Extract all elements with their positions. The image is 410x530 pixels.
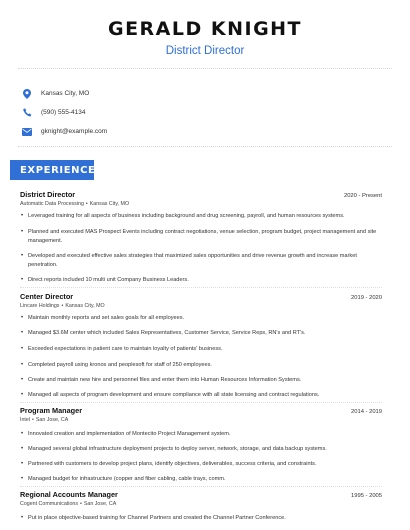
job-company-line: Cogent Communications • San Jose, CA	[20, 501, 117, 507]
job-company-line: Automatic Data Processing • Kansas City, MO	[20, 201, 130, 207]
job-entry	[20, 190, 382, 207]
job-location: San Jose, CA	[35, 417, 69, 423]
job-entry	[20, 292, 382, 309]
job-company-line: Lincare Holdings • Kansas City, MO	[20, 303, 105, 309]
email-text[interactable]: gknight@example.com	[41, 128, 108, 135]
job-title: Regional Accounts Manager	[20, 490, 118, 499]
job-bullet: • Maintain monthly reports and set sales goals for all employees.	[28, 314, 380, 323]
job-title: Program Manager	[20, 406, 83, 415]
job-dates: 1995 - 2005	[351, 493, 382, 499]
candidate-title: District Director	[165, 45, 245, 57]
job-bullet: • Leveraged training for all aspects of business including background and drug screening, payroll, and human resources systems.	[28, 212, 380, 221]
job-bullet: • Put in place objective-based training for Channel Partners and created the Channel Partner Conference.	[28, 514, 380, 523]
job-bullet: • Developed and executed effective sales strategies that maximized sales opportunities and drive revenue growth and increase market penetration.	[28, 252, 380, 270]
job-location: San Jose, CA	[83, 501, 117, 507]
job-entry	[20, 490, 382, 507]
experience-section-heading: EXPERIENCE	[10, 160, 94, 180]
job-title: Center Director	[20, 292, 74, 301]
header-divider	[18, 68, 392, 69]
location-pin-icon	[22, 89, 32, 99]
contact-email	[22, 122, 382, 141]
job-bullet: • Create and maintain new hire and personnel files and enter them into Human Resources Information Systems.	[28, 376, 380, 385]
job-company: Cogent Communications	[20, 501, 78, 507]
job-bullet: • Managed $3.6M center which included Sales Representatives, Customer Service, Service Reps, RN's and RT's.	[28, 329, 380, 338]
job-company-line: Intel • San Jose, CA	[20, 417, 69, 423]
job-dates: 2020 - Present	[343, 193, 382, 199]
job-bullet: • Exceeded expectations in patient care to maintain loyalty of patients' business.	[28, 345, 380, 354]
job-bullet: • Managed several global infrastructure deployment projects to deploy server, network, storage, and data backup systems.	[28, 445, 380, 454]
resume-header	[0, 0, 410, 57]
phone-icon	[22, 108, 32, 118]
job-bullet: • Innovated creation and implementation of Montecito Project Management system.	[28, 430, 380, 439]
job-dates: 2019 - 2020	[351, 295, 382, 301]
candidate-name: GERALD KNIGHT	[107, 18, 303, 40]
job-bullet: • Completed payroll using kronos and peoplesoft for staff of 250 employees.	[28, 361, 380, 370]
job-company: Intel	[20, 417, 31, 423]
job-bullet: • Partnered with customers to develop project plans, identify objectives, deliverables, success criteria, and constraints.	[28, 460, 380, 469]
job-divider	[20, 402, 382, 403]
job-divider	[20, 486, 382, 487]
job-bullet: • Planned and executed MAS Prospect Events including contract negotiations, venue selection, program budget, project management and site management.	[28, 228, 380, 246]
job-title: District Director	[20, 190, 76, 199]
job-dates: 2014 - 2019	[351, 409, 382, 415]
job-bullet: • Managed all aspects of program development and ensure compliance with all state licensing and contract regulations.	[28, 391, 380, 400]
email-icon	[22, 127, 32, 137]
job-bullet: • Direct reports included 10 multi unit Company Business Leaders.	[28, 276, 380, 285]
job-bullet: • Managed budget for infrastructure (copper and fiber cabling, cable trays, comm.	[28, 475, 380, 484]
job-location: Kansas City, MO	[65, 303, 105, 309]
job-company: Automatic Data Processing	[20, 201, 84, 207]
phone-text: (590) 555-4134	[41, 109, 86, 116]
job-entry	[20, 406, 382, 423]
contact-divider	[18, 146, 392, 147]
location-text: Kansas City, MO	[41, 90, 90, 97]
contact-block	[22, 84, 382, 141]
job-company: Lincare Holdings	[20, 303, 60, 309]
contact-phone	[22, 103, 382, 122]
contact-location	[22, 84, 382, 103]
job-divider	[20, 287, 382, 288]
job-location: Kansas City, MO	[89, 201, 130, 207]
